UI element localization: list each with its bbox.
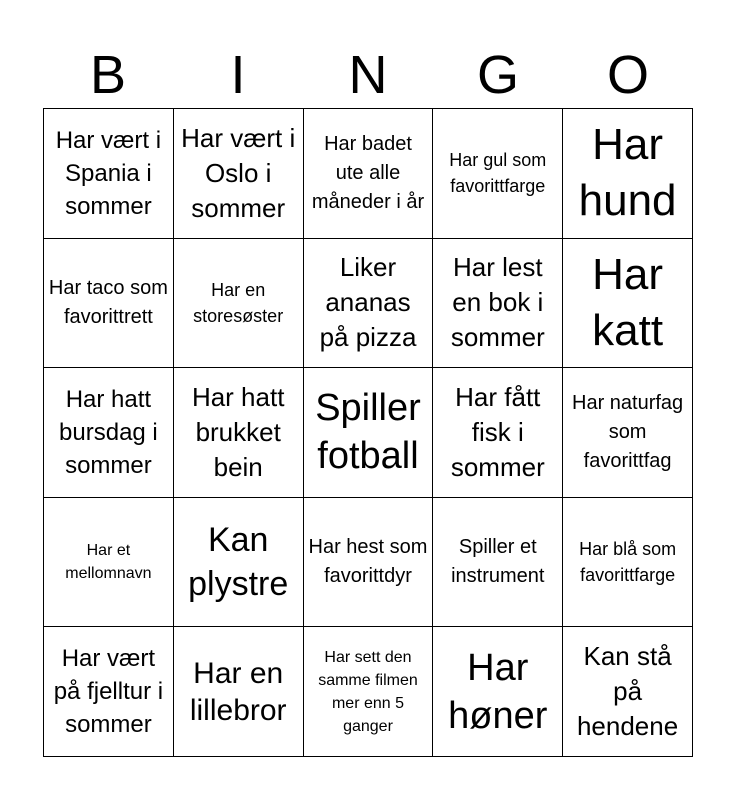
bingo-cell (44, 239, 174, 369)
bingo-cell (174, 109, 304, 239)
bingo-header (43, 42, 693, 108)
bingo-cell (563, 368, 693, 498)
bingo-cell (44, 627, 174, 757)
bingo-cell (433, 498, 563, 628)
header-letter-i: I (230, 45, 246, 105)
bingo-grid (43, 108, 693, 757)
bingo-cell (304, 109, 434, 239)
cell-text: Spiller et instrument (451, 536, 545, 588)
cell-text: Har blå som favorittfarge (579, 539, 677, 586)
bingo-cell (563, 109, 693, 239)
bingo-cell (44, 109, 174, 239)
bingo-cell (433, 627, 563, 757)
cell-text: Har naturfag som favorittfag (572, 391, 684, 472)
bingo-cell (44, 498, 174, 628)
bingo-cell (304, 239, 434, 369)
cell-text: Har katt (592, 249, 664, 355)
bingo-cell (174, 368, 304, 498)
cell-text: Kan stå på hendene (576, 641, 679, 742)
bingo-cell (304, 368, 434, 498)
header-letter-o: O (606, 45, 649, 105)
cell-text: Har høner (448, 646, 548, 737)
cell-text: Kan plystre (188, 521, 289, 604)
cell-text: Har hund (578, 120, 677, 226)
bingo-cell (433, 239, 563, 369)
bingo-cell (44, 368, 174, 498)
cell-text: Har et mellomnavn (65, 542, 152, 583)
cell-text: Har gul som favorittfarge (449, 150, 547, 197)
cell-text: Har fått fisk i sommer (450, 381, 545, 482)
bingo-cell (563, 239, 693, 369)
cell-text: Har badet ute alle måneder i år (311, 132, 425, 213)
bingo-cell (563, 498, 693, 628)
cell-text: Spiller fotball (315, 387, 421, 478)
cell-text: Har vært i Spania i sommer (55, 126, 162, 220)
cell-text: Har en storesøster (193, 279, 284, 326)
cell-text: Har vært i Oslo i sommer (181, 122, 296, 223)
header-letter-b: B (89, 45, 127, 105)
cell-text: Har taco som favorittrett (48, 276, 168, 328)
cell-text: Har vært på fjelltur i sommer (53, 645, 164, 739)
cell-text: Har hatt bursdag i sommer (59, 385, 158, 479)
cell-text: Har hatt brukket bein (191, 381, 285, 482)
cell-text: Har hest som favorittdyr (308, 536, 428, 588)
bingo-cell (433, 368, 563, 498)
bingo-cell (433, 109, 563, 239)
bingo-cell (174, 239, 304, 369)
bingo-cell (563, 627, 693, 757)
cell-text: Har lest en bok i sommer (450, 252, 545, 353)
cell-text: Liker ananas på pizza (319, 252, 417, 353)
bingo-cell (174, 498, 304, 628)
bingo-cell (304, 627, 434, 757)
bingo-cell (304, 498, 434, 628)
header-letter-n: N (348, 45, 388, 105)
header-letter-g: G (476, 45, 519, 105)
bingo-cell (174, 627, 304, 757)
cell-text: Har sett den samme filmen mer enn 5 ganger (318, 648, 418, 735)
cell-text: Har en lillebror (189, 656, 287, 727)
